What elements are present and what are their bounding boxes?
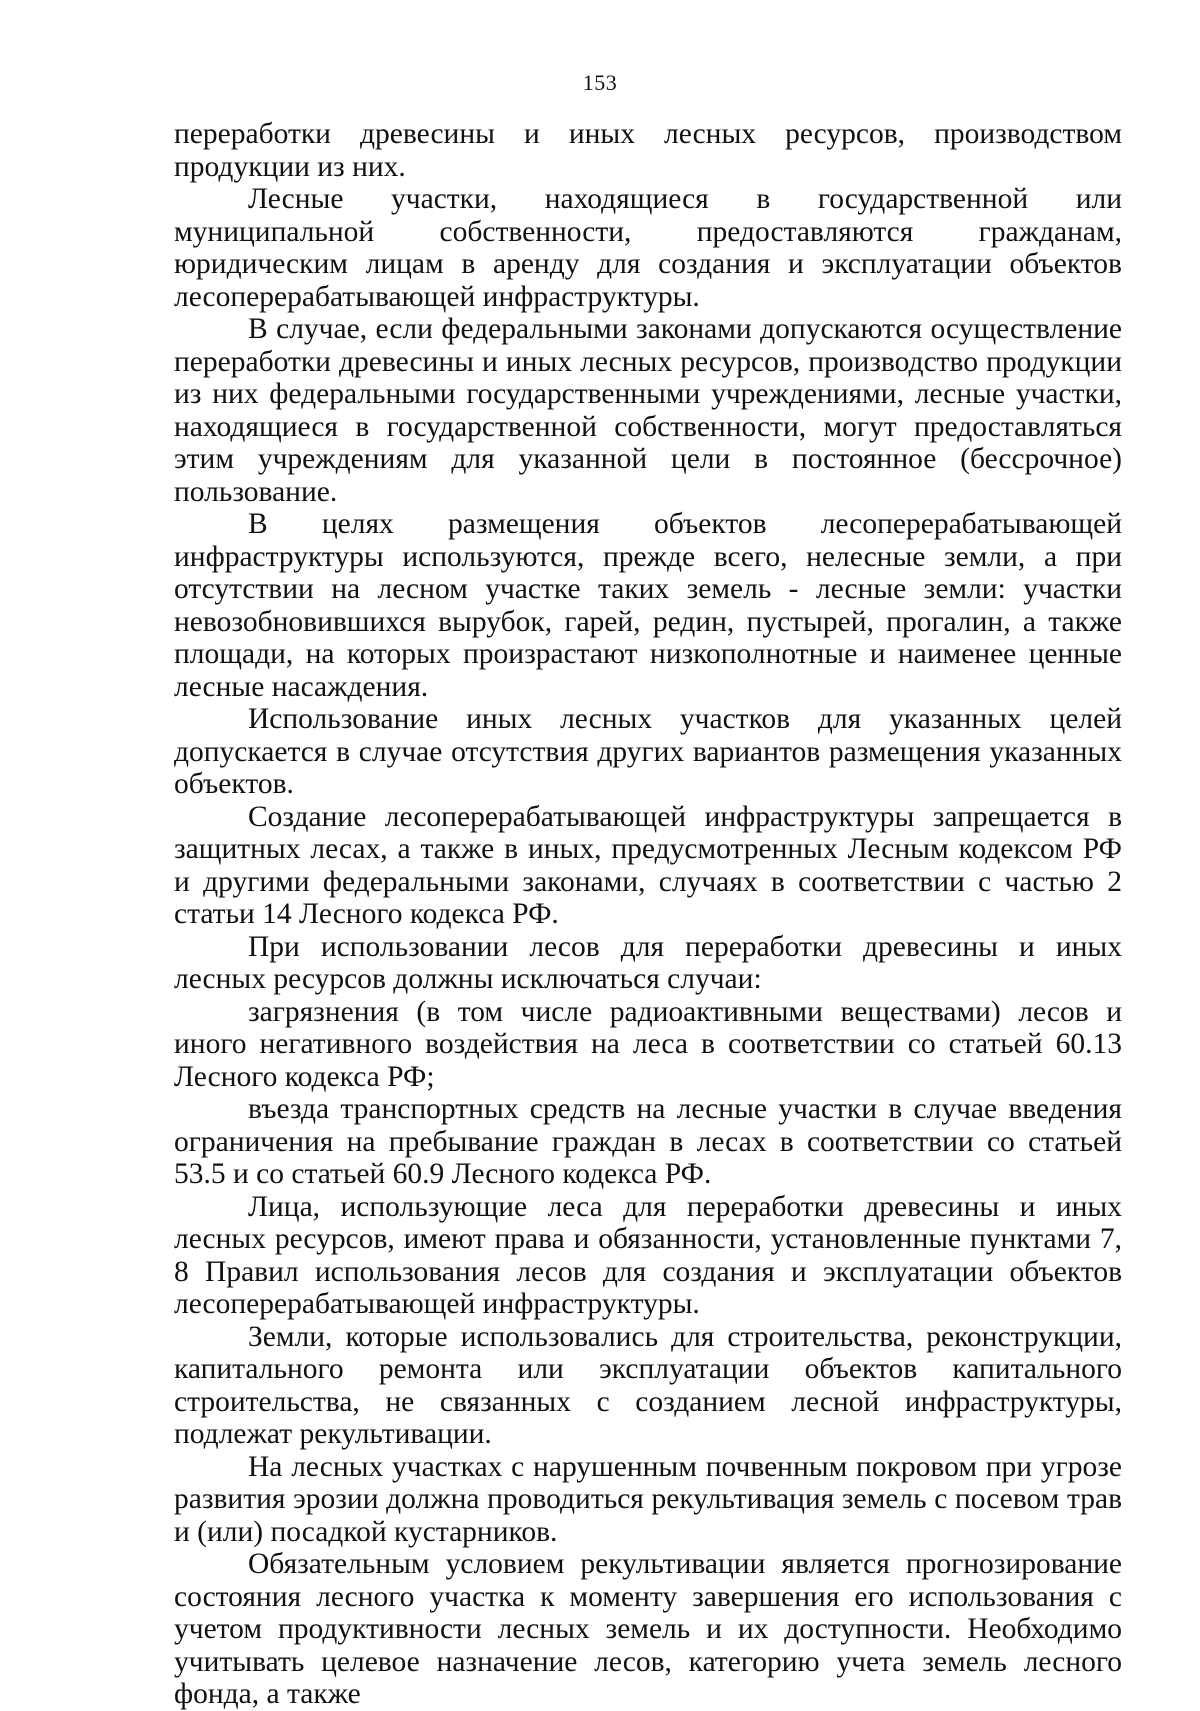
list-item-paragraph: загрязнения (в том числе радиоактивными веществами) лесов и иного негативного воздействия на леса в соответствии со статьей 60.13 Лесного кодекса РФ; [174,995,1122,1093]
paragraph: В целях размещения объектов лесоперерабатывающей инфраструктуры используются, прежде всего, нелесные земли, а при отсутствии на лесном участке таких земель - лесные земли: участки невозобновившихся вырубок, гарей, редин, пустырей, прогалин, а также площади, на которых произрастают низкополнотные и наименее ценные лесные насаждения. [174,508,1122,703]
paragraph: Земли, которые использовались для строительства, реконструкции, капитального ремонта или эксплуатации объектов капитального строительства, не связанных с созданием лесной инфраструктуры, подлежат рекультивации. [174,1320,1122,1450]
paragraph: При использовании лесов для переработки древесины и иных лесных ресурсов должны исключаться случаи: [174,930,1122,995]
paragraph: Использование иных лесных участков для указанных целей допускается в случае отсутствия других вариантов размещения указанных объектов. [174,703,1122,800]
paragraph: На лесных участках с нарушенным почвенным покровом при угрозе развития эрозии должна проводиться рекультивация земель с посевом трав и (или) посадкой кустарников. [174,1450,1122,1548]
paragraph-continuation: переработки древесины и иных лесных ресурсов, производством продукции из них. [174,118,1122,183]
list-item-paragraph: въезда транспортных средств на лесные участки в случае введения ограничения на пребывание граждан в лесах в соответствии со статьей 53.5 и со статьей 60.9 Лесного кодекса РФ. [174,1093,1122,1190]
paragraph: Создание лесоперерабатывающей инфраструктуры запрещается в защитных лесах, а также в иных, предусмотренных Лесным кодексом РФ и другими федеральными законами, случаях в соответствии с частью 2 статьи 14 Лесного кодекса РФ. [174,800,1122,930]
paragraph: Обязательным условием рекультивации является прогнозирование состояния лесного участка к моменту завершения его использования с учетом продуктивности лесных земель и их доступности. Необходимо учитывать целевое назначение лесов, категорию учета земель лесного фонда, а также [174,1548,1122,1710]
page-number: 153 [582,70,618,95]
paragraph: В случае, если федеральными законами допускаются осуществление переработки древесины и иных лесных ресурсов, производство продукции из них федеральными государственными учреждениями, лесные участки, находящиеся в государственной собственности, могут предоставляться этим учреждениям для указанной цели в постоянное (бессрочное) пользование. [174,313,1122,508]
document-body [174,118,1122,1711]
paragraph: Лица, использующие леса для переработки древесины и иных лесных ресурсов, имеют права и обязанности, установленные пунктами 7, 8 Правил использования лесов для создания и эксплуатации объектов лесоперерабатывающей инфраструктуры. [174,1190,1122,1320]
paragraph: Лесные участки, находящиеся в государственной или муниципальной собственности, предоставляются гражданам, юридическим лицам в аренду для создания и эксплуатации объектов лесоперерабатывающей инфраструктуры. [174,183,1122,313]
